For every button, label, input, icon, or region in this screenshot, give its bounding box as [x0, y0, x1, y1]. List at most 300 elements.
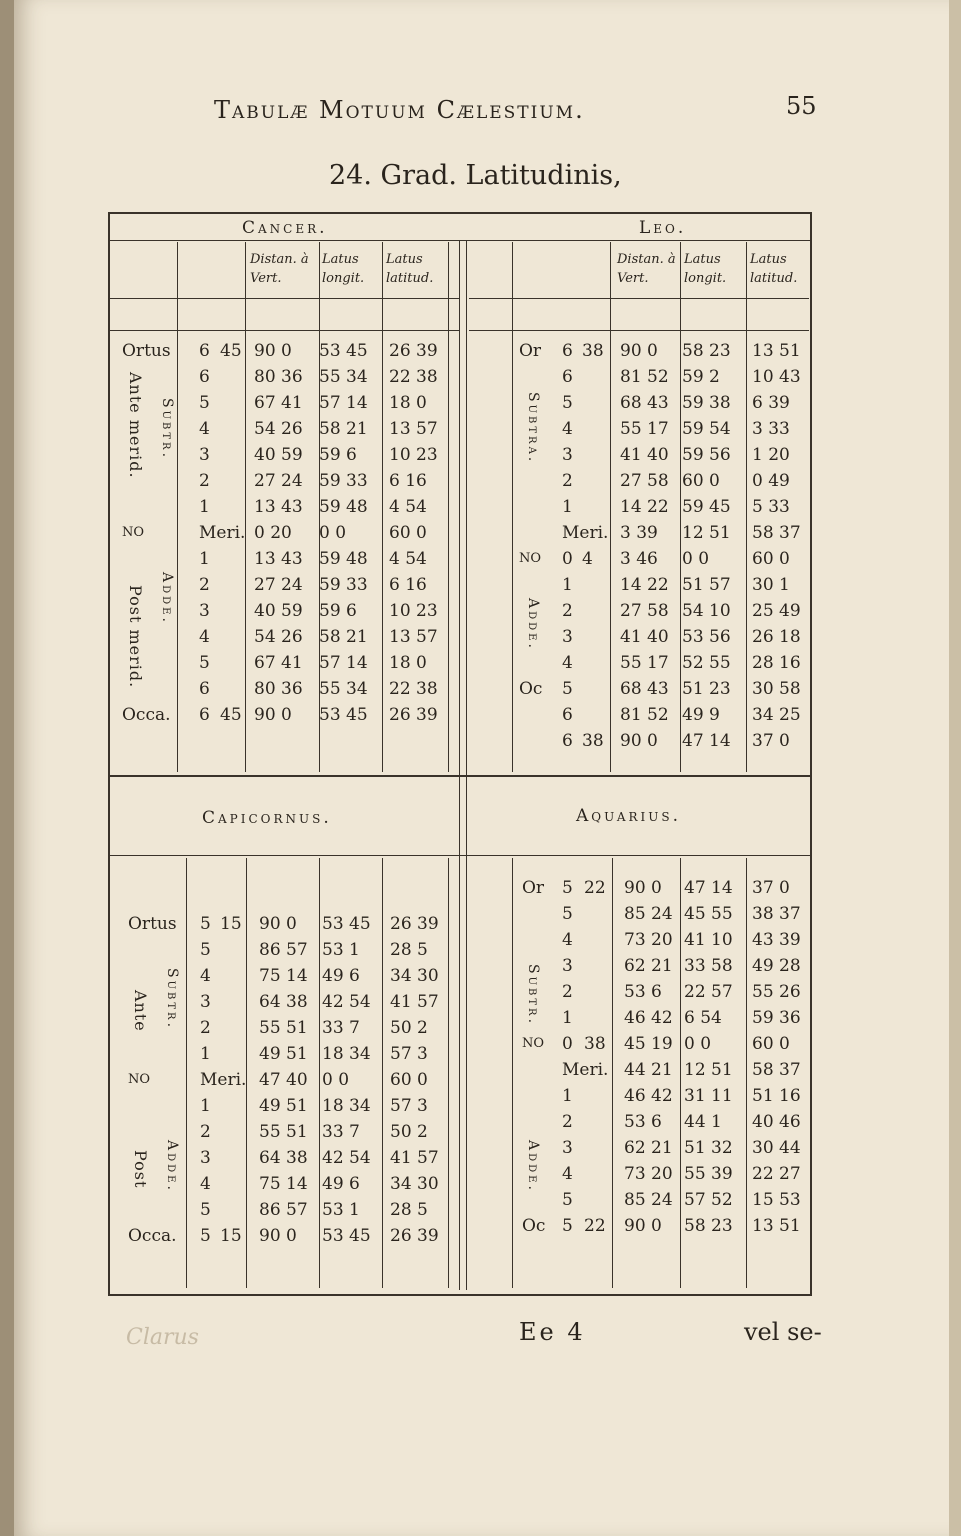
distance-value: 75 14: [259, 966, 308, 986]
latitude-value: 6 16: [389, 471, 427, 491]
side-label-ante: Ante merid.: [126, 372, 145, 479]
row-label: Or: [522, 878, 545, 898]
row-hour: 3: [200, 1148, 211, 1168]
latitude-value: 30 44: [752, 1138, 801, 1158]
distance-value: 54 26: [254, 627, 303, 647]
distance-value: 47 40: [259, 1070, 308, 1090]
table-row: [14, 1033, 949, 1055]
longitude-value: 53 45: [319, 705, 368, 725]
longitude-value: 47 14: [684, 878, 733, 898]
distance-value: 90 0: [259, 914, 297, 934]
latitude-value: 41 57: [390, 992, 439, 1012]
table-row: [14, 392, 949, 414]
col-head-text: Latus longit.: [322, 252, 365, 286]
row-label: Oc: [522, 1216, 546, 1236]
table-row: [14, 366, 949, 388]
latitude-value: 34 30: [390, 966, 439, 986]
row-hour: 0: [562, 549, 573, 569]
latitude-value: 41 57: [390, 1148, 439, 1168]
table-row: [14, 652, 949, 674]
row-label: Ortus: [128, 914, 177, 934]
longitude-value: 59 6: [319, 445, 357, 465]
longitude-value: 53 1: [322, 1200, 360, 1220]
row-hour: 1: [200, 1096, 211, 1116]
row-hour: 4: [562, 1164, 573, 1184]
longitude-value: 44 1: [684, 1112, 722, 1132]
longitude-value: 33 58: [684, 956, 733, 976]
row-label: NO: [122, 525, 145, 540]
row-hour: 3: [199, 601, 210, 621]
latitude-value: 26 39: [390, 1226, 439, 1246]
longitude-value: 42 54: [322, 1148, 371, 1168]
row-minute: 38: [584, 1034, 606, 1054]
latitude-value: 10 23: [389, 445, 438, 465]
row-hour: 5: [562, 878, 573, 898]
distance-value: 53 6: [624, 982, 662, 1002]
longitude-value: 59 6: [319, 601, 357, 621]
row-hour: 5: [562, 1216, 573, 1236]
distance-value: 68 43: [620, 393, 669, 413]
longitude-value: 49 6: [322, 966, 360, 986]
side-label-post: Post merid.: [126, 585, 145, 689]
row-hour: 6: [562, 705, 573, 725]
unit-rule: [469, 330, 809, 331]
row-hour: 4: [562, 653, 573, 673]
book-page: [14, 0, 949, 1536]
row-hour: Meri.: [200, 1070, 247, 1090]
distance-value: 41 40: [620, 627, 669, 647]
table-row: [14, 340, 949, 362]
latitude-value: 3 33: [752, 419, 790, 439]
table-row: [14, 730, 949, 752]
latitude-value: 18 0: [389, 653, 427, 673]
distance-value: 41 40: [620, 445, 669, 465]
row-hour: 5: [562, 393, 573, 413]
side-label-subtract: Subtr.: [164, 968, 180, 1031]
longitude-value: 58 23: [684, 1216, 733, 1236]
distance-value: 90 0: [254, 341, 292, 361]
row-label: Occa.: [122, 705, 171, 725]
table-row: [14, 1137, 949, 1159]
head-rule: [110, 298, 459, 299]
row-hour: 5: [200, 914, 211, 934]
latitude-value: 26 39: [389, 341, 438, 361]
sign-leo: Leo.: [639, 218, 687, 238]
table-row: [14, 929, 949, 951]
row-minute: 22: [584, 878, 606, 898]
row-hour: 3: [562, 1138, 573, 1158]
latitude-value: 51 16: [752, 1086, 801, 1106]
longitude-value: 31 11: [684, 1086, 733, 1106]
row-hour: 3: [562, 627, 573, 647]
row-hour: Meri.: [199, 523, 246, 543]
sign-cancer: Cancer.: [242, 218, 328, 238]
row-hour: 6: [199, 679, 210, 699]
distance-value: 55 51: [259, 1122, 308, 1142]
table-row: [14, 1059, 949, 1081]
row-hour: 6: [562, 367, 573, 387]
row-label: Or: [519, 341, 542, 361]
row-hour: 3: [562, 445, 573, 465]
distance-value: 90 0: [254, 705, 292, 725]
latitude-value: 60 0: [389, 523, 427, 543]
row-minute: 45: [220, 705, 242, 725]
row-hour: 1: [562, 575, 573, 595]
latitude-value: 26 39: [390, 914, 439, 934]
distance-value: 85 24: [624, 1190, 673, 1210]
latitude-value: 13 51: [752, 1216, 801, 1236]
frame-top-rule: [110, 240, 810, 241]
longitude-value: 59 45: [682, 497, 731, 517]
latitude-value: 0 49: [752, 471, 790, 491]
longitude-value: 57 14: [319, 653, 368, 673]
latitude-value: 22 38: [389, 679, 438, 699]
distance-value: 46 42: [624, 1008, 673, 1028]
distance-value: 55 51: [259, 1018, 308, 1038]
latitude-value: 38 37: [752, 904, 801, 924]
table-row: [14, 1007, 949, 1029]
distance-value: 90 0: [620, 731, 658, 751]
longitude-value: 51 23: [682, 679, 731, 699]
side-label-ante: Ante: [131, 990, 150, 1032]
latitude-value: 13 57: [389, 419, 438, 439]
table-row: [14, 522, 949, 544]
longitude-value: 22 57: [684, 982, 733, 1002]
longitude-value: 58 21: [319, 627, 368, 647]
distance-value: 40 59: [254, 601, 303, 621]
distance-value: 3 46: [620, 549, 658, 569]
table-row: [14, 418, 949, 440]
row-hour: 5: [200, 1226, 211, 1246]
table-row: [14, 903, 949, 925]
table-row: [14, 1189, 949, 1211]
longitude-value: 54 10: [682, 601, 731, 621]
latitude-value: 4 54: [389, 549, 427, 569]
distance-value: 44 21: [624, 1060, 673, 1080]
longitude-value: 0 0: [682, 549, 710, 569]
row-hour: 5: [199, 653, 210, 673]
longitude-value: 49 9: [682, 705, 720, 725]
longitude-value: 41 10: [684, 930, 733, 950]
latitude-value: 26 39: [389, 705, 438, 725]
distance-value: 53 6: [624, 1112, 662, 1132]
col-head: [617, 250, 679, 288]
latitude-value: 55 26: [752, 982, 801, 1002]
latitude-value: 49 28: [752, 956, 801, 976]
latitude-value: 5 33: [752, 497, 790, 517]
row-hour: 2: [199, 575, 210, 595]
row-hour: 1: [562, 1008, 573, 1028]
longitude-value: 47 14: [682, 731, 731, 751]
row-hour: 2: [199, 471, 210, 491]
row-label: Occa.: [128, 1226, 177, 1246]
distance-value: 90 0: [624, 878, 662, 898]
row-minute: 15: [220, 1226, 242, 1246]
latitude-value: 59 36: [752, 1008, 801, 1028]
row-hour: 5: [199, 393, 210, 413]
sign-aquarius: Aquarius.: [576, 806, 682, 826]
distance-value: 64 38: [259, 1148, 308, 1168]
distance-value: 27 24: [254, 575, 303, 595]
longitude-value: 60 0: [682, 471, 720, 491]
latitude-value: 57 3: [390, 1096, 428, 1116]
distance-value: 81 52: [620, 367, 669, 387]
col-head-text: Latus latitud.: [750, 252, 798, 286]
distance-value: 80 36: [254, 367, 303, 387]
latitude-value: 13 51: [752, 341, 801, 361]
longitude-value: 33 7: [322, 1018, 360, 1038]
signature-mark: Ee 4: [519, 1318, 586, 1346]
longitude-value: 51 32: [684, 1138, 733, 1158]
longitude-value: 51 57: [682, 575, 731, 595]
longitude-value: 59 38: [682, 393, 731, 413]
row-hour: 0: [562, 1034, 573, 1054]
col-head: [322, 250, 384, 288]
latitude-value: 30 58: [752, 679, 801, 699]
longitude-value: 33 7: [322, 1122, 360, 1142]
distance-value: 14 22: [620, 575, 669, 595]
row-label: Oc: [519, 679, 543, 699]
row-hour: Meri.: [562, 523, 609, 543]
side-label-subtract: Subtr.: [159, 398, 175, 461]
row-label: NO: [128, 1072, 151, 1087]
distance-value: 64 38: [259, 992, 308, 1012]
distance-value: 49 51: [259, 1044, 308, 1064]
distance-value: 68 43: [620, 679, 669, 699]
unit-rule: [110, 330, 459, 331]
table-row: [14, 1085, 949, 1107]
longitude-value: 0 0: [319, 523, 347, 543]
side-label-add: Adde.: [159, 572, 175, 625]
latitude-value: 13 57: [389, 627, 438, 647]
distance-value: 62 21: [624, 1138, 673, 1158]
row-hour: 6: [562, 341, 573, 361]
longitude-value: 55 34: [319, 367, 368, 387]
latitude-title: 24. Grad. Latitudinis,: [329, 160, 622, 191]
row-hour: 5: [200, 1200, 211, 1220]
row-hour: 6: [562, 731, 573, 751]
section-divider: [110, 775, 810, 777]
row-minute: 22: [584, 1216, 606, 1236]
distance-value: 55 17: [620, 653, 669, 673]
side-label-add: Adde.: [525, 1140, 541, 1193]
row-hour: 2: [200, 1122, 211, 1142]
distance-value: 80 36: [254, 679, 303, 699]
row-label: NO: [519, 551, 542, 566]
table-row: [14, 444, 949, 466]
side-label-post: Post: [131, 1150, 150, 1189]
table-row: [14, 626, 949, 648]
distance-value: 40 59: [254, 445, 303, 465]
row-hour: 4: [199, 627, 210, 647]
row-hour: 5: [562, 679, 573, 699]
latitude-value: 15 53: [752, 1190, 801, 1210]
row-hour: Meri.: [562, 1060, 609, 1080]
distance-value: 90 0: [620, 341, 658, 361]
distance-value: 14 22: [620, 497, 669, 517]
row-hour: 1: [562, 497, 573, 517]
table-row: [14, 600, 949, 622]
distance-value: 0 20: [254, 523, 292, 543]
table-row: [14, 955, 949, 977]
distance-value: 90 0: [624, 1216, 662, 1236]
latitude-value: 10 43: [752, 367, 801, 387]
row-hour: 2: [562, 1112, 573, 1132]
distance-value: 62 21: [624, 956, 673, 976]
latitude-value: 34 25: [752, 705, 801, 725]
distance-value: 86 57: [259, 940, 308, 960]
table-row: [14, 981, 949, 1003]
table-row: [14, 1111, 949, 1133]
table-row: [14, 704, 949, 726]
row-minute: 38: [582, 731, 604, 751]
table-row: [14, 470, 949, 492]
page-number: 55: [786, 92, 817, 120]
distance-value: 13 43: [254, 497, 303, 517]
latitude-value: 28 5: [390, 940, 428, 960]
table-row: [14, 877, 949, 899]
longitude-value: 12 51: [682, 523, 731, 543]
distance-value: 73 20: [624, 930, 673, 950]
distance-value: 54 26: [254, 419, 303, 439]
latitude-value: 43 39: [752, 930, 801, 950]
latitude-value: 34 30: [390, 1174, 439, 1194]
longitude-value: 18 34: [322, 1096, 371, 1116]
distance-value: 67 41: [254, 393, 303, 413]
row-minute: 4: [582, 549, 593, 569]
longitude-value: 59 48: [319, 497, 368, 517]
distance-value: 90 0: [259, 1226, 297, 1246]
latitude-value: 18 0: [389, 393, 427, 413]
row-hour: 2: [200, 1018, 211, 1038]
latitude-value: 28 16: [752, 653, 801, 673]
latitude-value: 4 54: [389, 497, 427, 517]
row-hour: 4: [562, 930, 573, 950]
row-hour: 3: [199, 445, 210, 465]
row-hour: 4: [200, 966, 211, 986]
distance-value: 13 43: [254, 549, 303, 569]
table-row: [14, 678, 949, 700]
longitude-value: 53 45: [322, 1226, 371, 1246]
row-hour: 2: [562, 982, 573, 1002]
col-head-text: Distan. à Vert.: [617, 252, 676, 286]
row-hour: 3: [200, 992, 211, 1012]
longitude-value: 57 52: [684, 1190, 733, 1210]
longitude-value: 18 34: [322, 1044, 371, 1064]
row-minute: 38: [582, 341, 604, 361]
longitude-value: 53 45: [319, 341, 368, 361]
library-stamp: Clarus: [126, 1325, 199, 1350]
row-hour: 5: [562, 1190, 573, 1210]
row-hour: 6: [199, 705, 210, 725]
row-hour: 5: [200, 940, 211, 960]
latitude-value: 50 2: [390, 1018, 428, 1038]
row-label: NO: [522, 1036, 545, 1051]
distance-value: 75 14: [259, 1174, 308, 1194]
distance-value: 45 19: [624, 1034, 673, 1054]
table-row: [14, 548, 949, 570]
longitude-value: 53 56: [682, 627, 731, 647]
longitude-value: 59 54: [682, 419, 731, 439]
row-hour: 1: [199, 549, 210, 569]
latitude-value: 30 1: [752, 575, 790, 595]
col-head: [684, 250, 746, 288]
latitude-value: 10 23: [389, 601, 438, 621]
longitude-value: 59 48: [319, 549, 368, 569]
distance-value: 86 57: [259, 1200, 308, 1220]
distance-value: 81 52: [620, 705, 669, 725]
col-head: [250, 250, 312, 288]
row-minute: 45: [220, 341, 242, 361]
distance-value: 3 39: [620, 523, 658, 543]
row-hour: 6: [199, 367, 210, 387]
table-row: [14, 574, 949, 596]
row-hour: 4: [200, 1174, 211, 1194]
distance-value: 49 51: [259, 1096, 308, 1116]
latitude-value: 58 37: [752, 523, 801, 543]
longitude-value: 49 6: [322, 1174, 360, 1194]
col-head: [750, 250, 812, 288]
row-hour: 6: [199, 341, 210, 361]
latitude-value: 60 0: [390, 1070, 428, 1090]
side-label-add: Adde.: [164, 1140, 180, 1193]
latitude-value: 57 3: [390, 1044, 428, 1064]
row-hour: 5: [562, 904, 573, 924]
side-label-add: Adde.: [525, 598, 541, 651]
latitude-value: 37 0: [752, 731, 790, 751]
latitude-value: 22 38: [389, 367, 438, 387]
distance-value: 27 58: [620, 471, 669, 491]
longitude-value: 0 0: [322, 1070, 350, 1090]
distance-value: 27 24: [254, 471, 303, 491]
longitude-value: 12 51: [684, 1060, 733, 1080]
row-hour: 2: [562, 471, 573, 491]
latitude-value: 6 39: [752, 393, 790, 413]
col-head: [386, 250, 448, 288]
longitude-value: 55 34: [319, 679, 368, 699]
longitude-value: 53 1: [322, 940, 360, 960]
longitude-value: 58 21: [319, 419, 368, 439]
longitude-value: 57 14: [319, 393, 368, 413]
table-row: [14, 1215, 949, 1237]
row-hour: 4: [199, 419, 210, 439]
latitude-value: 28 5: [390, 1200, 428, 1220]
longitude-value: 59 2: [682, 367, 720, 387]
longitude-value: 42 54: [322, 992, 371, 1012]
longitude-value: 55 39: [684, 1164, 733, 1184]
catchword: vel se-: [744, 1318, 822, 1346]
distance-value: 46 42: [624, 1086, 673, 1106]
side-label-subtract: Subtr.: [525, 964, 541, 1027]
latitude-value: 6 16: [389, 575, 427, 595]
longitude-value: 0 0: [684, 1034, 712, 1054]
row-label: Ortus: [122, 341, 171, 361]
running-head: Tabulæ Motuum Cælestium.: [214, 96, 585, 124]
latitude-value: 25 49: [752, 601, 801, 621]
head-rule: [469, 298, 809, 299]
table-row: [14, 1163, 949, 1185]
longitude-value: 52 55: [682, 653, 731, 673]
longitude-value: 58 23: [682, 341, 731, 361]
col-head-text: Latus latitud.: [386, 252, 434, 286]
row-minute: 15: [220, 914, 242, 934]
distance-value: 85 24: [624, 904, 673, 924]
longitude-value: 59 33: [319, 471, 368, 491]
longitude-value: 53 45: [322, 914, 371, 934]
row-hour: 4: [562, 419, 573, 439]
col-head-text: Distan. à Vert.: [250, 252, 309, 286]
latitude-value: 58 37: [752, 1060, 801, 1080]
